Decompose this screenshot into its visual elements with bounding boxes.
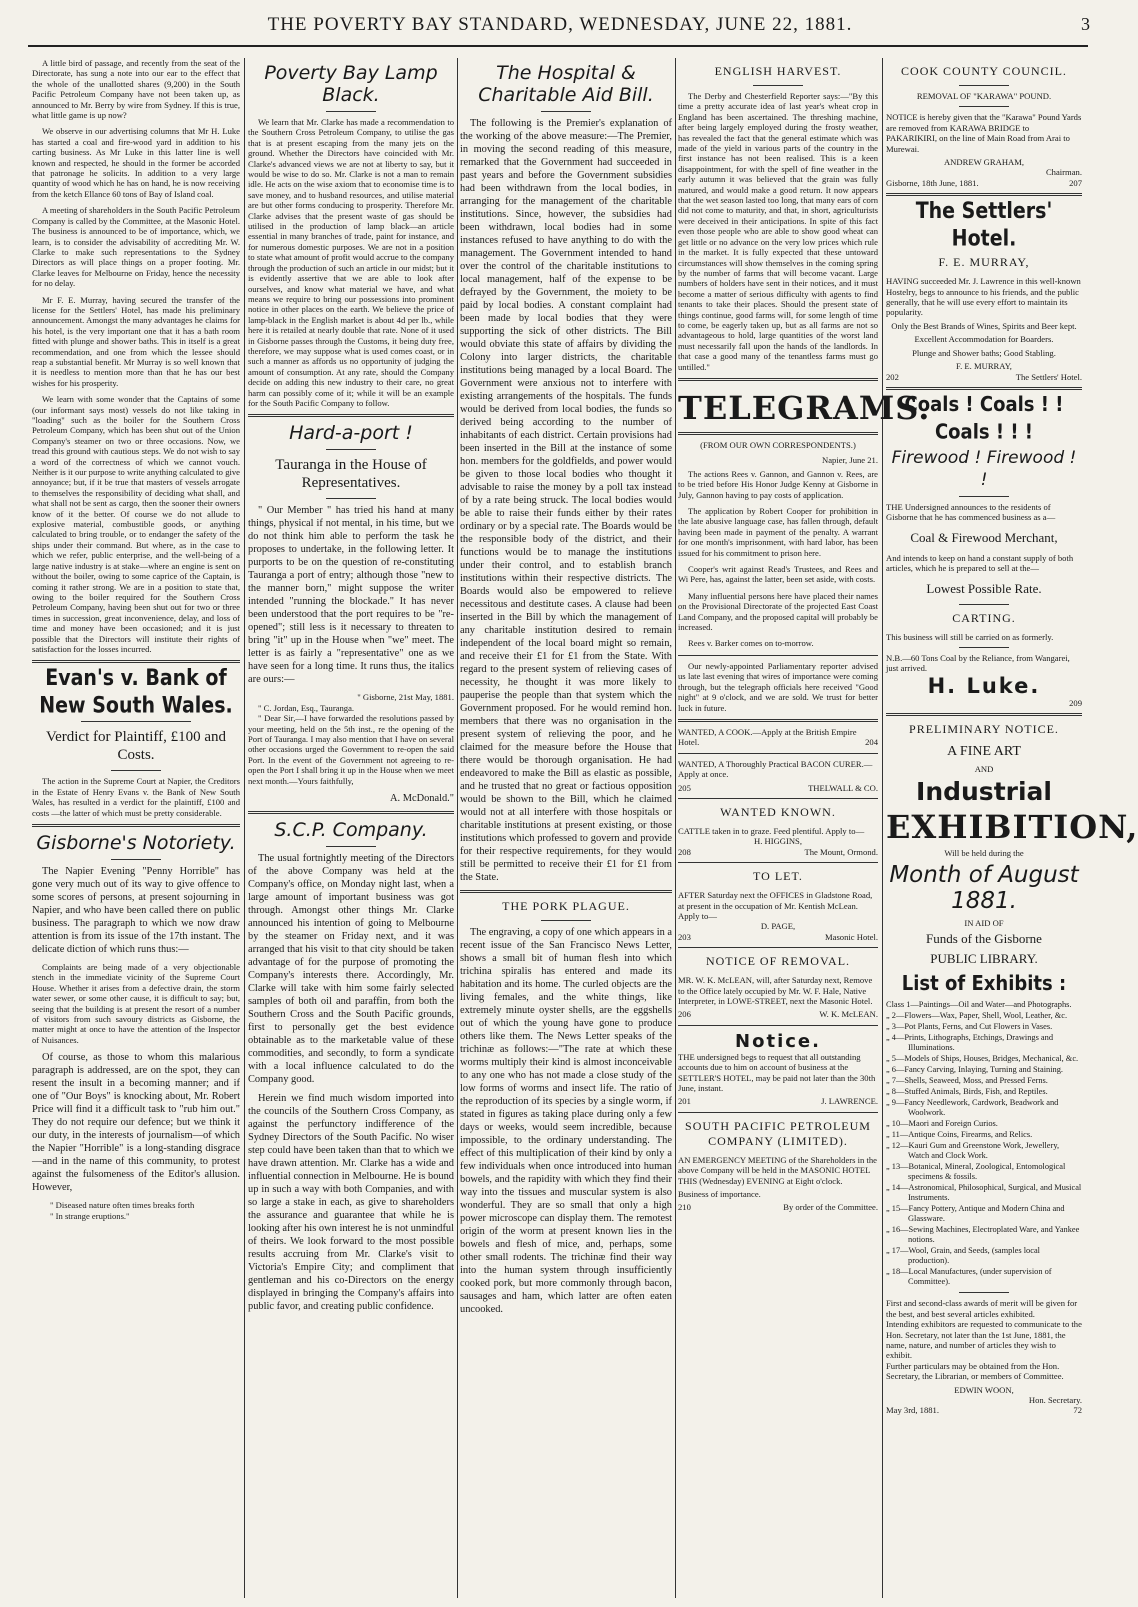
wanted-known-body: CATTLE taken in to graze. Feed plentiful. Apply to—	[678, 825, 865, 836]
divider	[326, 846, 376, 847]
ad-signature: The Settlers' Hotel.	[1015, 371, 1082, 382]
divider	[678, 655, 878, 656]
section-rule	[678, 432, 878, 435]
divider	[959, 604, 1009, 605]
settlers-body-2: Only the Best Brands of Wines, Spirits and Beer kept.	[891, 320, 1077, 331]
carting-note: N.B.—60 Tons Coal by the Reliance, from Wangarei, just arrived.	[886, 652, 1070, 674]
divider	[111, 770, 161, 771]
section-rule	[32, 824, 240, 827]
ad-number: 206	[678, 1009, 691, 1020]
gisborne-quote: Complaints are being made of a very objectionable stench in the immediate vicinity of the Supreme Court House. Whether it arises from a defective drain, the storm water sewer, or some other cause, it is difficult to say; but, seeing that the building is at present the resort of a number of visitors from such savoury districts as Gisborne, the matter might at once to have the attention of the Inspector of Nuisances.	[32, 961, 240, 1045]
divider	[81, 721, 191, 722]
divider	[678, 1112, 878, 1113]
ad-footer	[678, 783, 878, 793]
divider	[959, 106, 1009, 107]
ad-footer	[886, 178, 1082, 188]
ad-number: 205	[678, 782, 691, 793]
and-word: AND	[974, 764, 994, 775]
to-let-heading: TO LET.	[753, 869, 803, 884]
ad-footer	[678, 1096, 878, 1106]
list-item: „ 17—Wool, Grain, and Seeds, (samples local production).	[886, 1246, 1040, 1266]
scp-heading: S.C.P. Company.	[274, 819, 428, 842]
telegrams-note: Our newly-appointed Parliamentary reporter advised us late last evening that wires of importance were coming through, but the telegraph officials here received "Good night" at 9 o'clock, and we are sold. We trust for better luck in future.	[678, 660, 878, 713]
ad-signature: D. PAGE,	[760, 921, 796, 932]
settlers-signature: F. E. MURRAY,	[956, 361, 1012, 372]
hard-a-port-subheading: Tauranga in the House of Representatives.	[275, 457, 427, 492]
exhibits-list-heading: List of Exhibits :	[901, 971, 1067, 996]
section-rule	[886, 713, 1082, 716]
list-item: „ 3—Pot Plants, Ferns, and Cut Flowers in Vases.	[886, 1022, 1053, 1032]
divider	[541, 111, 591, 112]
held-during: Will be held during the	[944, 847, 1024, 858]
verse-line: " Diseased nature often times breaks forth	[50, 1200, 195, 1211]
notice-heading: Notice.	[735, 1030, 821, 1052]
wanted-known-heading: WANTED KNOWN.	[720, 804, 836, 819]
telegram-item: Rees v. Barker comes on to-morrow.	[688, 638, 814, 649]
settlers-hotel-heading: The Settlers' Hotel.	[915, 198, 1053, 252]
ad-footer	[678, 1009, 878, 1019]
ad-text: WANTED, A COOK.—Apply at the British Empire Hotel.	[678, 726, 857, 748]
ad-wanted-cook	[678, 727, 878, 748]
letter-date: " Gisborne, 21st May, 1881.	[357, 692, 454, 703]
pork-plague-heading: THE PORK PLAGUE.	[502, 899, 630, 913]
council-heading: COOK COUNTY COUNCIL.	[901, 64, 1067, 78]
divider	[326, 111, 376, 112]
paragraph: A meeting of shareholders in the South Pacific Petroleum Company is called by the Committee, at the Masonic Hotel. The business is announced to be of importance, which, we learn, is to consider the advisability of accrediting Mr. W. Clarke to make such representations to the Sydney Directors as will place things on a proper footing. Mr. Clarke leaves for Melbourne on Friday, hence the necessity for no delay.	[32, 205, 240, 289]
preliminary-notice-heading: PRELIMINARY NOTICE.	[909, 722, 1059, 737]
telegram-item: The application by Robert Cooper for prohibition in the late abusive language case, has fallen through, default having been made in payment of the penalty. A warrant for one month's imprisonment, with hard labor, has been issued for his commitment to prison here.	[678, 506, 878, 558]
divider	[959, 1292, 1009, 1293]
funds-line: Funds of the Gisborne	[926, 931, 1042, 947]
section-rule	[678, 719, 878, 722]
notice-body: THE undersigned begs to request that all outstanding accounts due to him on account of business at the SETTLER'S HOTEL, may be paid not later than the 30th June, instant.	[678, 1051, 876, 1094]
divider	[959, 647, 1009, 648]
divider	[326, 449, 376, 450]
exhibition-note: Further particulars may be obtained from the Hon. Secretary, the Librarian, or members of Committee.	[886, 1360, 1064, 1382]
column-divider	[675, 58, 676, 1598]
ad-footer	[678, 847, 878, 857]
column-divider	[882, 58, 883, 1598]
gisborne-body-2: Of course, as those to whom this malarious paragraph is addressed, are on the spot, they can resent the insult in a becoming manner; and if one of "Our Boys" is knocking about, Mr. Robert Price will find it a difficult task to "rub him out." They do not require our defence; but we think it our duty, in the interests of journalism—of which the Napier "Horrible" is a long-standing disgrace—and in the name of this community, to protest against the fulsomeness of the Editor's allusion. However,	[32, 1052, 240, 1194]
lamp-black-body: We learn that Mr. Clarke has made a recommendation to the Southern Cross Petroleum Company, to utilise the gas that is at present escaping from the many jets on the ground. Whether the Directors have coincided with Mr. Clarke's advanced views we are not at liberty to say, but it would be wise to do so. Mr. Clarke is not a man to remain idle. He acts on the wise axiom that to economise time is to save money, and to husband resources, and utilise material are but other forms conducing to prosperity. Therefore Mr. Clarke advises that the present waste of gas should be utilised in the production of lamp black—an article essential in many branches of trade, paint for instance, and for numerous domestic purposes. We are not in a position to state what amount of profit would accrue to the company through the production of such an article in our midst; but it is evidently assertive that we are able to look after ourselves, and know what material we have, and what means we require to bring our possessions into prominent notice in other places on the earth. We believe the price of lamp-black in the English market is about 4d per lb., while here it is retailed at nearly double that rate. None of it used in Gisborne passes through the Customs, it being duty free, therefore, we may suppose what is used comes coast, or in such a manner as affords us no opportunity of judging the amount of consumption. At any rate, should the Company decide on adding this new industry to their care, no great harm can possibly come of it; while it will be an example for the South Pacific Company to follow.	[248, 117, 454, 408]
column-divider	[244, 58, 245, 1598]
in-aid-of: IN AID OF	[964, 917, 1004, 928]
gisborne-body: The Napier Evening "Penny Horrible" has gone very much out of its way to give offence to some scores of persons, at present sojourning in Napier, and who have been called there on public business. The paragraph to which we now draw attention is from its issue of the 17th instant. The delicate diction of which runs thus:—	[32, 865, 240, 955]
to-let-body: AFTER Saturday next the OFFICES in Gladstone Road, at present in the occupation of Mr. Kentish McLean. Apply to—	[678, 890, 873, 921]
divider	[678, 798, 878, 799]
evans-subheading: Verdict for Plaintiff, £100 and Costs.	[45, 729, 227, 764]
coal-rate: Lowest Possible Rate.	[926, 580, 1042, 596]
ad-number: 201	[678, 1096, 691, 1107]
divider	[678, 753, 878, 754]
telegram-item: The actions Rees v. Gannon, and Gannon v. Rees, are to be tried before His Honor Judge Kenny at Gisborne in July, Gannon having to pay costs of application.	[678, 468, 878, 500]
page-number: 3	[1081, 14, 1090, 34]
pork-plague-body: The engraving, a copy of one which appears in a recent issue of the San Francisco News Letter, shows a small bit of human flesh into which trichina spiralis has entered and made its habitation and its home. The curled objects are the living females, and the white things, like extremely minute oyster shells, are the eggshells out of which the young have gone to produce others like them. The News Letter speaks of the trichinæ as follows:—"The rate at which these worms multiply their kind is almost inconceivable to any one who has not made a close study of the low forms of worms and insect life. The ratio of the reproduction of its species by a single worm, if stated in figures as taking place during only a few days or weeks, would seem incredible, because impossible, to the ordinary understanding. The effect of this multiplication of their kind by only a few individuals when once introduced into human bowels, and the rapidity with which they find their way into the tissues and muscular system is also wonderful. They are so small that only a high power microscope can display them. The remotest origin of the worm at present known lies in the bowels and flesh of mice, and, perhaps, some other small rodents. The trichinæ find their way into the human system through insufficiently cooked pork, but more commonly through bacon, sausages and ham, which latter are often eaten uncooked.	[460, 927, 672, 1315]
council-signature: ANDREW GRAHAM,	[943, 157, 1025, 168]
gisborne-heading: Gisborne's Notoriety.	[36, 831, 236, 854]
divider	[541, 920, 591, 921]
verse-line: " In strange eruptions."	[50, 1210, 130, 1221]
spp-body: AN EMERGENCY MEETING of the Shareholders in the above Company will be held in the MASONIC HOTEL THIS (Wednesday) EVENING at Eight o'clock.	[678, 1154, 877, 1186]
list-item: „ 14—Astronomical, Philosophical, Surgical, and Musical Instruments.	[886, 1183, 1082, 1203]
ad-footer	[678, 932, 878, 942]
list-item: „ 2—Flowers—Wax, Paper, Shell, Wool, Leather, &c.	[886, 1011, 1068, 1021]
evans-heading: Evan's v. Bank of New South Wales.	[39, 665, 233, 719]
list-item: „ 18—Local Manufactures, (under supervision of Committee).	[886, 1267, 1052, 1287]
exhibition-heading: EXHIBITION,	[886, 807, 1138, 846]
hospital-bill-body: The following is the Premier's explanation of the working of the above measure:—The Premier, in moving the second reading of this measure, remarked that the Government had succeeded in past years and before the Government subsidies had been withdrawn from the local bodies, in arranging for the management of the charitable institutions. Since, however, the subsidies had been withdrawn, local bodies had in some instances refused to have anything to do with the management. The Government intended to hand over the control of the charitable institutions to local management, half of the expense to be defrayed by the Government, the moiety to be paid by local bodies. A constant complaint had been made by local bodies that they were supporting the sick of other districts. The Bill would obviate this state of affairs by dividing the Colony into larger districts, the charitable institutions being managed by a local Board. The Government were anxious not to interfere with existing arrangements of the hospitals. The funds would be derived from local bodies, the funds so derived being according to the number of inhabitants of each district. Certain provisions had been inserted in the Bill at the instance of some hon. members for the goldfields, and power would be given to those local bodies who thought it advisable to raise the money by a poll tax instead of by a rate being struck. The local bodies would be able to raise their funds either by their rates ordinary or by a special rate. The Boards would be the responsible body of the district, and their functions would be to manage the institutions under their control, and to establish branch institutions within their respective districts. The Boards would also be empowered to relieve necessitous and destitute cases. A clause had been inserted in the Bill by which the management of any charitable institution desired to remain independent of the local board might so remain, and receive their £1 for £1 from the State. With regard to the present system of relieving cases of necessity, he thought it was more likely to pauperise the people than that system which the Government proposed. For he would remind hon. members that there was no organisation in the present system of relieving the poor, and he claimed for the measure before the House that there would be thorough organisation. He had endeavored to make the Bill as elastic as possible, and he trusted that no great or factious opposition would be shown to the Bill, which he claimed would not at all interfere with those hospitals or charitable institutions at present existing, or those institutions which professed to govern and provide for their respective requirements, for they would still be permitted to receive their £1 for £1 from the State.	[460, 118, 672, 883]
ad-wanted-bacon: WANTED, A Thoroughly Practical BACON CURER.—Apply at once.	[678, 758, 873, 780]
telegrams-heading: TELEGRAMS.	[678, 388, 931, 427]
column-5	[886, 58, 1138, 1596]
letter-body: " Dear Sir,—I have forwarded the resolutions passed by your meeting, held on the 5th inst., re the opening of the Port of Tauranga. I may also mention that I have on several other occasions urged the Government to re-open the said Port. In the event of the Government not agreeing to re-open the Port I shall bring it up in the House when we meet next month.—Yours faithfully,	[248, 713, 454, 786]
industrial-heading: Industrial	[916, 776, 1052, 806]
section-rule	[248, 811, 454, 814]
divider	[959, 496, 1009, 497]
column-3	[460, 58, 672, 1596]
hard-a-port-body: " Our Member " has tried his hand at many things, physical if not mental, in his time, but we do not think him able to perform the task he proposes to undertake, in the following letter. It purports to be on the question of re-constituting Tauranga a port of entry; although those "new to the manner born," might suppose the writer intended "running the blockade." It has never been understood that the port requires to be "re-opened"; still less is it necessary to threaten to bring "it" up in the House when "we" meet. The letter is as fairly a "representative" one as we have seen for a long time. It runs thus, the italics are ours:—	[248, 505, 454, 686]
list-item: „ 4—Prints, Lithographs, Etchings, Drawings and Illuminations.	[886, 1033, 1054, 1053]
spp-heading: SOUTH PACIFIC PETROLEUM COMPANY (LIMITED).	[685, 1118, 871, 1148]
exhibition-note: First and second-class awards of merit will be given for the best, and best several articles exhibited.	[886, 1298, 1078, 1319]
ad-footer	[886, 372, 1082, 382]
lamp-black-heading: Poverty Bay Lamp Black.	[264, 62, 438, 106]
divider	[678, 1025, 878, 1026]
list-item: „ 7—Shells, Seaweed, Moss, and Pressed Ferns.	[886, 1076, 1048, 1086]
settlers-proprietor: F. E. MURRAY,	[938, 255, 1030, 270]
column-2	[248, 58, 454, 1596]
ad-number: 209	[1069, 697, 1082, 708]
newspaper-title: THE POVERTY BAY STANDARD, WEDNESDAY, JUNE 22, 1881.	[267, 14, 853, 35]
carting-body: This business will still be carried on as formerly.	[886, 631, 1054, 642]
carting-heading: CARTING.	[952, 610, 1016, 625]
divider	[959, 85, 1009, 86]
list-item: „ 5—Models of Ships, Houses, Bridges, Mechanical, &c.	[886, 1054, 1079, 1064]
ad-number: 210	[678, 1202, 691, 1213]
removal-body: MR. W. K. McLEAN, will, after Saturday next, Remove to the Office lately occupied by Mr. W. F. Hale, Native Interpreter, in LOWE-STREET, next the Masonic Hotel.	[678, 975, 873, 1006]
council-body: NOTICE is hereby given that the "Karawa" Pound Yards are removed from KARAWA BRIDGE to PAKARIKIRI, on the line of Main Road from Arai to Murewai.	[886, 112, 1082, 154]
list-item: „ 13—Botanical, Mineral, Zoological, Entomological specimens & fossils.	[886, 1162, 1066, 1182]
list-item: „ 15—Fancy Pottery, Antique and Modern China and Glassware.	[886, 1204, 1065, 1224]
section-rule	[460, 890, 672, 893]
ad-number: 202	[886, 371, 899, 382]
divider	[678, 862, 878, 863]
ad-signature: W. K. McLEAN.	[819, 1009, 878, 1020]
hospital-bill-heading: The Hospital & Charitable Aid Bill.	[478, 62, 654, 106]
column-1	[32, 58, 240, 1596]
ad-number: 208	[678, 846, 691, 857]
paragraph: We observe in our advertising columns that Mr H. Luke has started a coal and fire-wood yard in addition to his carting business. As Mr Luke in this latter line is well known and respected, he should in the former be accorded that patronage he solicits. In addition to a very large quantity of wood which he has on hand, he is now receiving from the ketch Ellance 60 tons of Bay of Island coal.	[32, 126, 240, 199]
section-rule	[32, 660, 240, 663]
scp-body: The usual fortnightly meeting of the Directors of the above Company was held at the Company's office, on Monday night last, when a large amount of important business was got through. Amongst other things Mr. Clarke announced his intention of going to Melbourne by the steamer on Friday next, and it was arranged that his visit to that city should be taken advantage of for the purpose of promoting the Company's interests there. Accordingly, Mr. Clarke will take with him some fairly selected samples of both oil and paraffin, from both the Southern Cross and the South Pacific grounds, first to personally get the best evidence obtainable as to the marketable value of these commodities, and secondly, to form a syndicate with a local influence calculated to do the Company good.	[248, 853, 454, 1086]
council-title: Chairman.	[1045, 167, 1082, 178]
letter-signature: A. McDonald."	[390, 793, 454, 805]
ad-date: May 3rd, 1881.	[886, 1405, 939, 1416]
list-item: „ 6—Fancy Carving, Inlaying, Turning and Staining.	[886, 1065, 1064, 1075]
exhibition-note: Intending exhibitors are requested to communicate to the Hon. Secretary, not later than the 1st June, 1881, the name, nature, and number of articles they wish to exhibit.	[886, 1319, 1082, 1361]
settlers-body-3: Excellent Accommodation for Boarders.	[914, 334, 1054, 345]
paragraph: We learn with some wonder that the Captains of some (our informant says most) vessels do not like taking in "loading" such as the boiler for the Southern Cross Petroleum Company, which has been shut out of the Union Company's steamer on two or three occasions. Now, we tread this ground with cautious steps. We do not wish to say a word of the correctness of which we cannot vouch. Neither is it our purpose to write anything calculated to give annoyance; but, if it be true that masters of vessels arrogate to themselves the responsibility of deciding what shall, and what shall not be sent as cargo, then the sooner their owners know of it the better. Of course we do not allude to explosive material, combustible goods, or anything calculated to bring trouble, or to endanger the safety of the ships under their command. But where, as in the case to which we refer, public enterprise, and the well-being of a large native industry is at stake—where an engine is sent on without the boiler, owing to some caprice of the Captain, is coming it rather strong. We are in a position to state that, owing to the boiler required for the Southern Cross Petroleum Company, having been shut out for two or three times in succession, great inconvenience, delay, and loss of time and money have been occasioned; and it is just possible that the Directors will institute their rights of satisfaction for the losses incurred.	[32, 394, 240, 654]
divider	[753, 85, 803, 86]
coal-body: THE Undersigned announces to the residents of Gisborne that he has commenced business as a—	[886, 501, 1056, 523]
letter-recipient: " C. Jordan, Esq., Tauranga.	[258, 702, 355, 713]
list-item: Class 1—Paintings—Oil and Water—and Photographs.	[886, 1000, 1072, 1010]
exhibition-signature: EDWIN WOON,	[954, 1384, 1014, 1395]
ad-signature: By order of the Committee.	[783, 1202, 878, 1213]
ad-number: 207	[1069, 177, 1082, 188]
telegrams-dateline: Napier, June 21.	[822, 455, 878, 466]
fine-art: A FINE ART	[947, 744, 1021, 760]
ad-date: Gisborne, 18th June, 1881.	[886, 177, 979, 188]
ad-signature: THELWALL & CO.	[808, 782, 878, 793]
section-rule	[678, 378, 878, 381]
ad-address: The Mount, Ormond.	[804, 846, 878, 857]
settlers-body-4: Plunge and Shower baths; Good Stabling.	[912, 347, 1056, 358]
scp-body-2: Herein we find much wisdom imported into the councils of the Southern Cross Company, as against the perfunctory indifference of the Sydney Directors of the South Pacific. No wiser step could have been taken than that to which we have drawn attention. Mr. Clarke has a wide and influential connection in Melbourne. He is bound up in such a way with both Companies, and with so large a stake in each, as give to shareholders the assurance and guarantee that while he is looking after his own interest he is not unmindful of theirs. We look forward to the most possible results accruing from Mr. Clarke's visit to Victoria's Empire City; and compliment that gentleman and his co-Directors on the energy displayed in bringing the Company's affairs into public favor, and creating public confidence.	[248, 1093, 454, 1313]
telegrams-subheading: (FROM OUR OWN CORRESPONDENTS.)	[700, 439, 856, 450]
firewood-heading: Firewood ! Firewood ! !	[891, 447, 1077, 490]
divider	[678, 947, 878, 948]
harvest-heading: ENGLISH HARVEST.	[714, 64, 842, 78]
column-divider	[457, 58, 458, 1598]
list-item: „ 10—Maori and Foreign Curios.	[886, 1119, 998, 1129]
section-rule	[248, 414, 454, 417]
ad-footer	[678, 1202, 878, 1212]
list-item: „ 12—Kauri Gum and Greenstone Work, Jewellery, Watch and Clock Work.	[886, 1141, 1060, 1161]
ad-number: 72	[1073, 1405, 1082, 1416]
coals-heading: Coals ! Coals ! ! Coals ! ! !	[904, 392, 1064, 445]
exhibition-signature-title: Hon. Secretary.	[1028, 1395, 1082, 1406]
masthead	[0, 0, 1114, 44]
hard-a-port-heading: Hard-a-port !	[289, 422, 413, 445]
list-item: „ 8—Stuffed Animals, Birds, Fish, and Reptiles.	[886, 1087, 1048, 1097]
coal-merchant: Coal & Firewood Merchant,	[910, 529, 1058, 545]
telegram-item: Cooper's writ against Read's Trustees, and Rees and Wi Pere, has, against the latter, been set aside, with costs.	[678, 564, 878, 585]
divider	[111, 859, 161, 860]
section-rule	[886, 387, 1082, 390]
ad-number: 204	[865, 737, 878, 748]
council-subheading: REMOVAL OF "KARAWA" POUND.	[916, 91, 1052, 101]
paragraph: A little bird of passage, and recently from the seat of the Directorate, has sung a note into our ear to the effect that the whole of the unallotted shares (9,200) in the South Pacific Petroleum Company have not been taken up, as announced to Mr. Berry by wire from Sydney. If this is true, what little game is up now?	[32, 58, 240, 121]
ad-address: Masonic Hotel.	[825, 931, 878, 942]
telegram-item: Many influential persons here have placed their names on the Provisional Directorate of the projected East Coast Land Company, and the proposed capital will probably be increased.	[678, 590, 878, 633]
list-item: „ 11—Antique Coins, Firearms, and Relics.	[886, 1130, 1033, 1140]
paragraph: Mr F. E. Murray, having secured the transfer of the license for the Settlers' Hotel, has made his preliminary announcement. Amongst the many advantages he claims for his hotel, is the very important one that it has a bath room fitted with plunge and shower baths. This in itself is a great recommendation, and one from which the lessee should reap a substantial benefit. Mr Murray is so well known that it is needless to mention more than that he has our best wishes for his prosperity.	[32, 294, 240, 388]
list-item: „ 16—Sewing Machines, Electroplated Ware, and Yankee notions.	[886, 1225, 1080, 1245]
harvest-body: The Derby and Chesterfield Reporter says:—"By this time a pretty accurate idea of last year's wheat crop in England has been ascertained. The threshing machine, after being largely employed during the frosty weather, has revealed the fact that the general estimate which was made of the yield in various parts of the country in the first instance has not been realised. This is a keen disappointment, for with the spell of fine weather in the early autumn it was believed that the grain was fully matured, and would make a good return. It now appears that the wet season lasted too long, that many ears of corn did not come to maturity, and that, in short, agriculturists were deceived in their anticipations. In spite of this fact even those people who are able to show good wheat can get little or no advance on the very low prices which rule in the market. It is fully expected that these untoward circumstances will show themselves in the coming spring by the number of farms that will become vacant. Large numbers of holders have sent in their notices, and it must become a matter of serious difficulty with agents to find tenants to take their places. Should the present state of things continue, good farms will, for some length of time to come, be eagerly taken up, but as all farms are not so advantageous to hold, large quantities of the worst land must necessarily fall upon the hands of the landlords. In that case a good many of the tenantless farms must go untilled."	[678, 91, 878, 372]
public-library: PUBLIC LIBRARY.	[930, 951, 1038, 967]
list-item: „ 9—Fancy Needlework, Cardwork, Beadwork and Woolwork.	[886, 1098, 1059, 1118]
settlers-body: HAVING succeeded Mr. J. Lawrence in this well-known Hostelry, begs to announce to his friends, and the public generally, that he will use every effort to maintain its popularity.	[886, 276, 1081, 318]
masthead-rule	[28, 45, 1088, 47]
removal-heading: NOTICE OF REMOVAL.	[705, 954, 851, 969]
ad-signature: J. LAWRENCE.	[821, 1096, 878, 1107]
divider	[326, 498, 376, 499]
luke-signature: H. Luke.	[927, 673, 1041, 698]
spp-business: Business of importance.	[678, 1189, 761, 1200]
coal-body-2: And intends to keep on hand a constant supply of both articles, which he is prepared to sell at the—	[886, 552, 1074, 574]
ad-footer	[886, 1405, 1082, 1415]
exhibition-month: Month of August 1881.	[889, 861, 1079, 914]
ad-signature: H. HIGGINS,	[754, 836, 802, 847]
ad-number: 203	[678, 931, 691, 942]
exhibits-list	[886, 1000, 1082, 1287]
evans-body: The action in the Supreme Court at Napier, the Creditors in the Estate of Henry Evans v. the Bank of New South Wales, has resulted in a verdict for the plaintiff, £100 and costs —the latter of which must be pretty considerable.	[32, 776, 240, 818]
section-rule	[886, 193, 1082, 196]
